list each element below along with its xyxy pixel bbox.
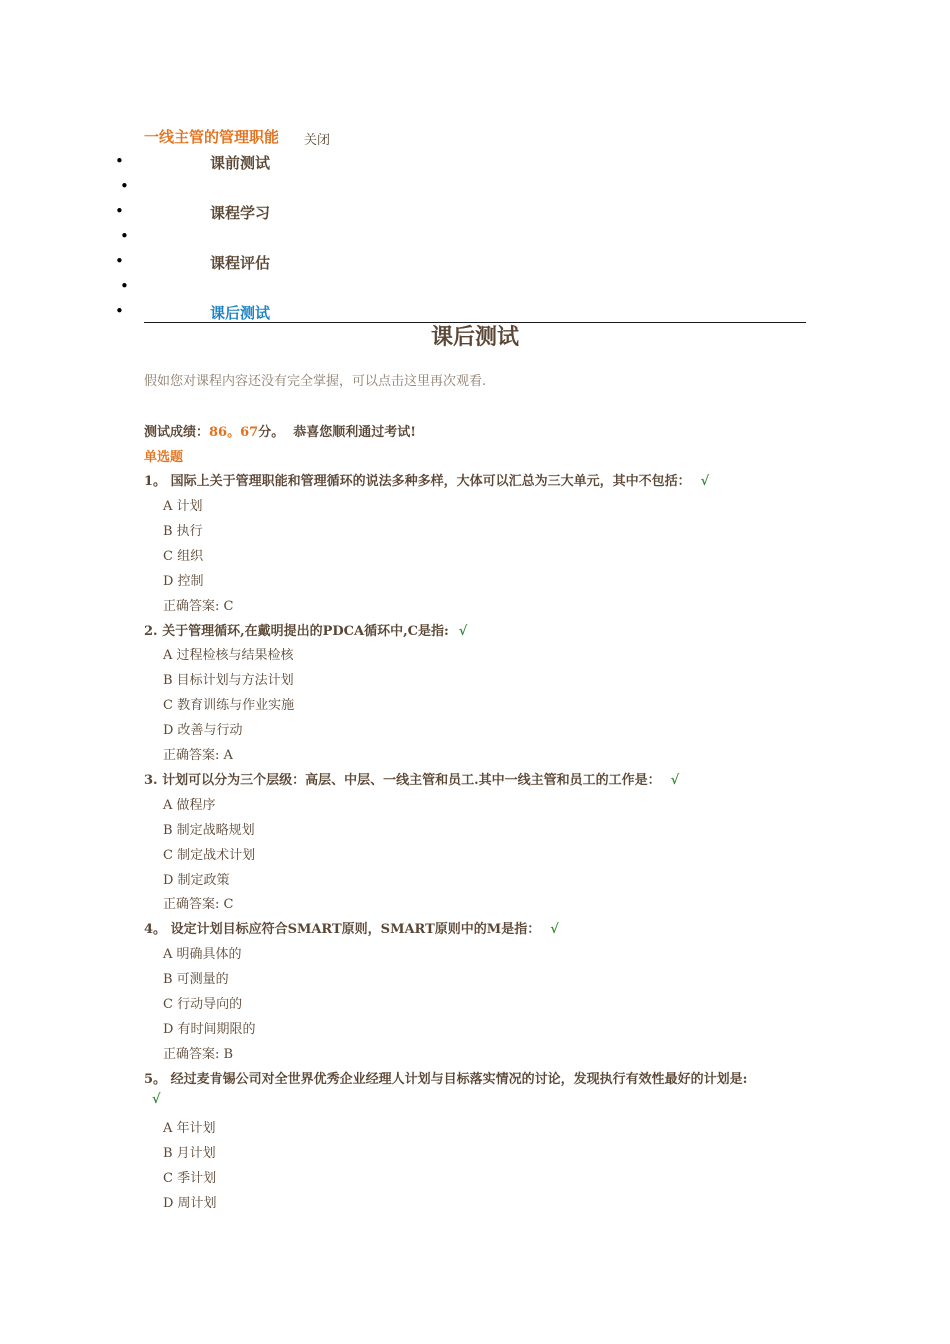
- nav-item-study[interactable]: 课程学习: [210, 204, 271, 222]
- option-a: A 过程检核与结果检核: [163, 648, 294, 663]
- option-a: A 明确具体的: [163, 947, 242, 962]
- option-b: B 执行: [163, 524, 203, 539]
- question-text: 3. 计划可以分为三个层级：高层、中层、一线主管和员工.其中一线主管和员工的工作是：: [144, 773, 661, 788]
- question-3: [144, 769, 679, 788]
- bullet-icon: •: [115, 252, 124, 270]
- check-icon: √: [670, 773, 680, 788]
- option-a: A 计划: [163, 499, 203, 514]
- score-line: [144, 421, 416, 440]
- option-d: D 控制: [163, 574, 204, 589]
- option-c: C 制定战术计划: [163, 848, 256, 863]
- correct-answer: 正确答案: C: [163, 599, 234, 614]
- score-unit: 分。: [258, 425, 285, 440]
- question-1: [144, 470, 709, 489]
- bullet-icon: •: [115, 202, 124, 220]
- bullet-icon: •: [120, 177, 129, 195]
- close-link[interactable]: 关闭: [304, 133, 331, 148]
- option-c: C 组织: [163, 549, 204, 564]
- check-icon: √: [152, 1092, 161, 1107]
- check-icon: √: [550, 922, 559, 937]
- bullet-icon: •: [115, 302, 124, 320]
- correct-answer: 正确答案: A: [163, 748, 233, 763]
- option-d: D 周计划: [163, 1196, 217, 1211]
- course-title: 一线主管的管理职能: [144, 128, 280, 146]
- question-2: [144, 620, 467, 639]
- correct-answer: 正确答案: C: [163, 897, 234, 912]
- bullet-icon: •: [120, 277, 129, 295]
- score-value: 86。67: [209, 425, 259, 440]
- nav-item-posttest[interactable]: 课后测试: [210, 304, 271, 322]
- option-b: B 制定战略规划: [163, 823, 255, 838]
- option-a: A 做程序: [163, 798, 216, 813]
- option-a: A 年计划: [163, 1121, 216, 1136]
- option-b: B 可测量的: [163, 972, 229, 987]
- question-text: 5。 经过麦肯锡公司对全世界优秀企业经理人计划与目标落实情况的讨论，发现执行有效性最好的计划是:: [144, 1072, 748, 1087]
- question-text: 4。 设定计划目标应符合SMART原则，SMART原则中的M是指：: [144, 922, 541, 937]
- bullet-icon: •: [115, 152, 124, 170]
- bullet-icon: •: [120, 227, 129, 245]
- option-c: C 季计划: [163, 1171, 217, 1186]
- check-icon: √: [458, 624, 468, 639]
- nav-item-pretest[interactable]: 课前测试: [210, 154, 271, 172]
- check-icon: √: [700, 474, 710, 489]
- question-text: 1。 国际上关于管理职能和管理循环的说法多种多样，大体可以汇总为三大单元，其中不包括：: [144, 474, 691, 489]
- score-label: 测试成绩：: [144, 425, 210, 440]
- question-text: 2. 关于管理循环,在戴明提出的PDCA循环中,C是指:: [144, 624, 449, 639]
- review-hint-link[interactable]: 假如您对课程内容还没有完全掌握，可以点击这里再次观看.: [144, 374, 487, 389]
- option-d: D 有时间期限的: [163, 1022, 256, 1037]
- option-c: C 教育训练与作业实施: [163, 698, 295, 713]
- question-4: [144, 918, 559, 937]
- option-b: B 月计划: [163, 1146, 216, 1161]
- question-5: [144, 1068, 747, 1087]
- pass-message: 恭喜您顺利通过考试!: [293, 425, 416, 440]
- nav-item-evaluation[interactable]: 课程评估: [210, 254, 271, 272]
- correct-answer: 正确答案: B: [163, 1047, 234, 1062]
- option-c: C 行动导向的: [163, 997, 243, 1012]
- option-b: B 目标计划与方法计划: [163, 673, 294, 688]
- option-d: D 改善与行动: [163, 723, 243, 738]
- option-d: D 制定政策: [163, 873, 230, 888]
- section-title: 单选题: [144, 450, 184, 465]
- page-title: 课后测试: [430, 325, 519, 350]
